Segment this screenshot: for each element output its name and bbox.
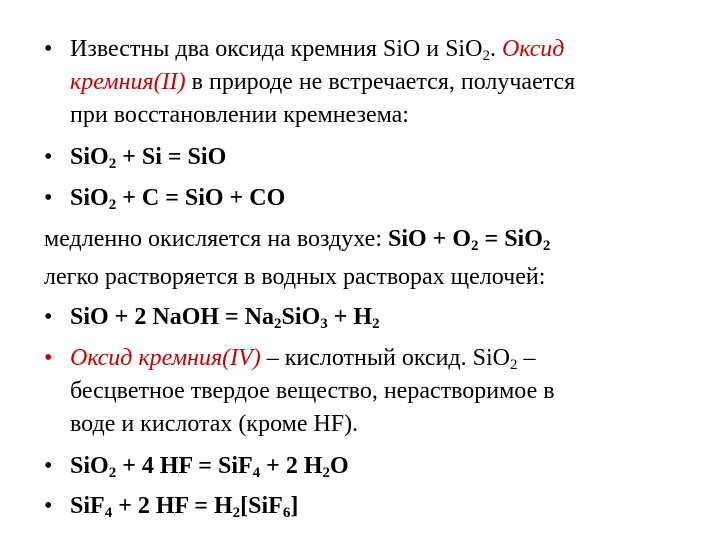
bullet: • <box>44 185 53 211</box>
subscript: 2 <box>274 316 282 332</box>
formula: + 4 HF = SiF <box>116 453 253 479</box>
equation-1 <box>70 143 226 171</box>
highlight-term: кремния(II) <box>70 69 186 95</box>
alkali-line <box>44 263 545 291</box>
subscript: 2 <box>509 357 518 373</box>
equation-3 <box>70 303 380 331</box>
formula: + Si = SiO <box>116 144 227 170</box>
text: при восстановлении кремнезема: <box>70 102 409 128</box>
bullet: • <box>44 304 53 330</box>
text: Известны два оксида кремния SiO и SiO <box>70 36 483 62</box>
text: медленно окисляется на воздухе: <box>44 226 388 252</box>
intro-line-1 <box>70 35 564 63</box>
formula: SiO <box>70 185 109 211</box>
formula: [SiF <box>240 493 283 519</box>
text: . <box>489 36 502 62</box>
subscript: 2 <box>108 156 117 172</box>
intro-line-2 <box>70 68 575 96</box>
formula: + C = SiO + CO <box>116 185 286 211</box>
text: легко растворяется в водных растворах щелочей: <box>44 264 546 290</box>
subscript: 2 <box>482 48 490 64</box>
oxidation-line <box>44 225 550 253</box>
sio2-line-1 <box>70 344 535 372</box>
bullet: • <box>44 453 53 479</box>
formula: SiO <box>70 453 109 479</box>
formula: = SiO <box>478 226 543 252</box>
subscript: 2 <box>322 465 330 481</box>
formula: SiO + O <box>388 226 472 252</box>
formula: ] <box>290 493 299 519</box>
bullet: • <box>44 493 53 519</box>
formula: SiO <box>281 304 321 330</box>
equation-2 <box>70 184 285 212</box>
formula: + 2 HF = H <box>112 493 233 519</box>
subscript: 6 <box>282 505 291 521</box>
formula: SiF <box>70 493 105 519</box>
text: бесцветное твердое вещество, нерастворимое в <box>70 378 555 404</box>
subscript: 3 <box>320 316 328 332</box>
intro-line-3 <box>70 101 409 129</box>
subscript: 2 <box>471 238 479 254</box>
formula: + H <box>327 304 373 330</box>
subscript: 2 <box>232 505 241 521</box>
formula: O <box>330 453 349 479</box>
subscript: 4 <box>104 505 113 521</box>
text: воде и кислотах (кроме HF). <box>70 411 359 437</box>
subscript: 2 <box>108 465 117 481</box>
subscript: 2 <box>108 197 117 213</box>
formula: SiO + 2 NaOH = Na <box>70 304 275 330</box>
subscript: 2 <box>542 238 551 254</box>
formula: SiO <box>70 144 109 170</box>
sio2-line-2 <box>70 377 555 405</box>
bullet: • <box>44 36 53 62</box>
sio2-line-3 <box>70 410 358 438</box>
equation-5 <box>70 492 298 520</box>
highlight-term: Оксид <box>501 36 565 62</box>
subscript: 2 <box>372 316 380 332</box>
text: – <box>517 345 536 371</box>
text: – кислотный оксид. SiO <box>260 345 510 371</box>
equation-4 <box>70 452 349 480</box>
formula: + 2 H <box>260 453 323 479</box>
text: в природе не встречается, получается <box>185 69 576 95</box>
subscript: 4 <box>252 465 261 481</box>
highlight-term: Оксид кремния(IV) <box>70 345 261 371</box>
bullet: • <box>44 345 53 371</box>
bullet: • <box>44 144 53 170</box>
